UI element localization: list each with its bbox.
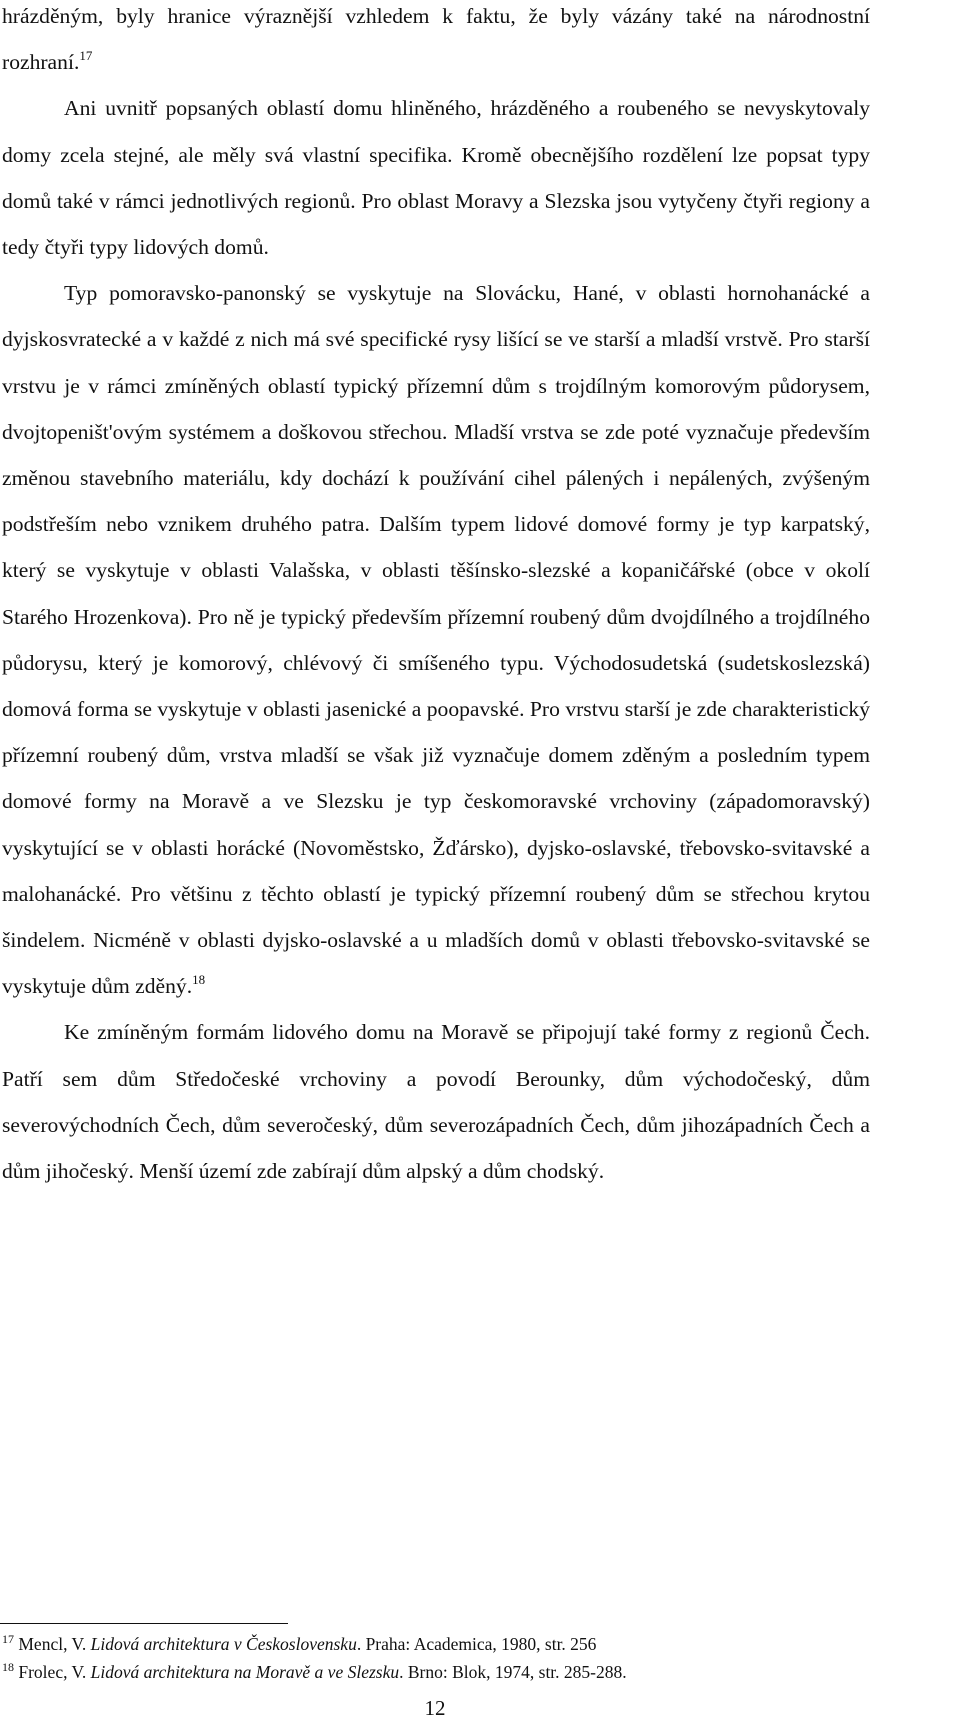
footnote-reference: 17 — [79, 48, 93, 64]
footnote-title: Lidová architektura v Československu — [90, 1634, 357, 1654]
footnote-author: Mencl, V. — [18, 1634, 87, 1654]
body-text — [2, 0, 870, 1194]
footnote-publication: . Brno: Blok, 1974, str. 285-288. — [399, 1662, 627, 1682]
footnote-number: 17 — [2, 1632, 14, 1646]
paragraph-text: hrázděným, byly hranice výraznější vzhledem k faktu, že byly vázány také na národnostní rozhraní. — [2, 4, 870, 75]
footnote-publication: . Praha: Academica, 1980, str. 256 — [356, 1634, 597, 1654]
footnote-number: 18 — [2, 1660, 14, 1674]
footnotes — [2, 1630, 902, 1686]
footnote — [2, 1630, 902, 1658]
paragraph-text: Ani uvnitř popsaných oblastí domu hliněného, hrázděného a roubeného se nevyskytovaly domy zcela stejné, ale měly svá vlastní specifika. Kromě obecnějšího rozdělení lze popsat typy domů také v rámci jednotlivých regionů. Pro oblast Moravy a Slezska jsou vytyčeny čtyři regiony a tedy čtyři typy lidových domů. — [2, 96, 870, 260]
paragraph — [2, 1009, 870, 1194]
paragraph — [2, 270, 870, 1009]
paragraph-continued — [2, 0, 870, 85]
paragraph-text: Typ pomoravsko-panonský se vyskytuje na Slovácku, Hané, v oblasti hornohanácké a dyjskosvratecké a v každé z nich má své specifické rysy lišící se ve starší a mladší vrstvě. Pro starší vrstvu je v rámci zmíněných oblastí typický přízemní dům s trojdílným komorovým půdorysem, dvojtopeništ'ovým systémem a doškovou střechou. Mladší vrstva se zde poté vyznačuje především změnou stavebního materiálu, kdy dochází k používání cihel pálených i nepálených, zvýšeným podstřeším nebo vznikem druhého patra. Dalším typem lidové domové formy je typ karpatský, který se vyskytuje v oblasti Valašska, v oblasti těšínsko-slezské a kopaničářské (obce v okolí Starého Hrozenkova). Pro ně je typický především přízemní roubený dům dvojdílného a trojdílného půdorysu, který je komorový, chlévový či smíšeného typu. Východosudetská (sudetskoslezská) domová forma se vyskytuje v oblasti jasenické a poopavské. Pro vrstvu starší je zde charakteristický přízemní roubený dům, vrstva mladší se však již vyznačuje domem zděným a posledním typem domové formy na Moravě a ve Slezsku je typ českomoravské vrchoviny (západomoravský) vyskytující se v oblasti horácké (Novoměstsko, Žďársko), dyjsko-oslavské, třebovsko-svitavské a malohanácké. Pro většinu z těchto oblastí je typický přízemní roubený dům se střechou krytou šindelem. Nicméně v oblasti dyjsko-oslavské a u mladších domů v oblasti třebovsko-svitavské se vyskytuje dům zděný. — [2, 281, 870, 999]
footnote-author: Frolec, V. — [18, 1662, 87, 1682]
paragraph — [2, 85, 870, 270]
footnote-title: Lidová architektura na Moravě a ve Slezsku — [90, 1662, 400, 1682]
paragraph-text: Ke zmíněným formám lidového domu na Moravě se připojují také formy z regionů Čech. Patří sem dům Středočeské vrchoviny a povodí Berounky, dům východočeský, dům severovýchodních Čech, dům severočeský, dům severozápadních Čech, dům jihozápadních Čech a dům jihočeský. Menší území zde zabírají dům alpský a dům chodský. — [2, 1020, 870, 1184]
footnote — [2, 1658, 902, 1686]
footnote-separator — [0, 1623, 288, 1624]
footnote-reference: 18 — [192, 972, 206, 988]
page-number: 12 — [424, 1696, 446, 1720]
